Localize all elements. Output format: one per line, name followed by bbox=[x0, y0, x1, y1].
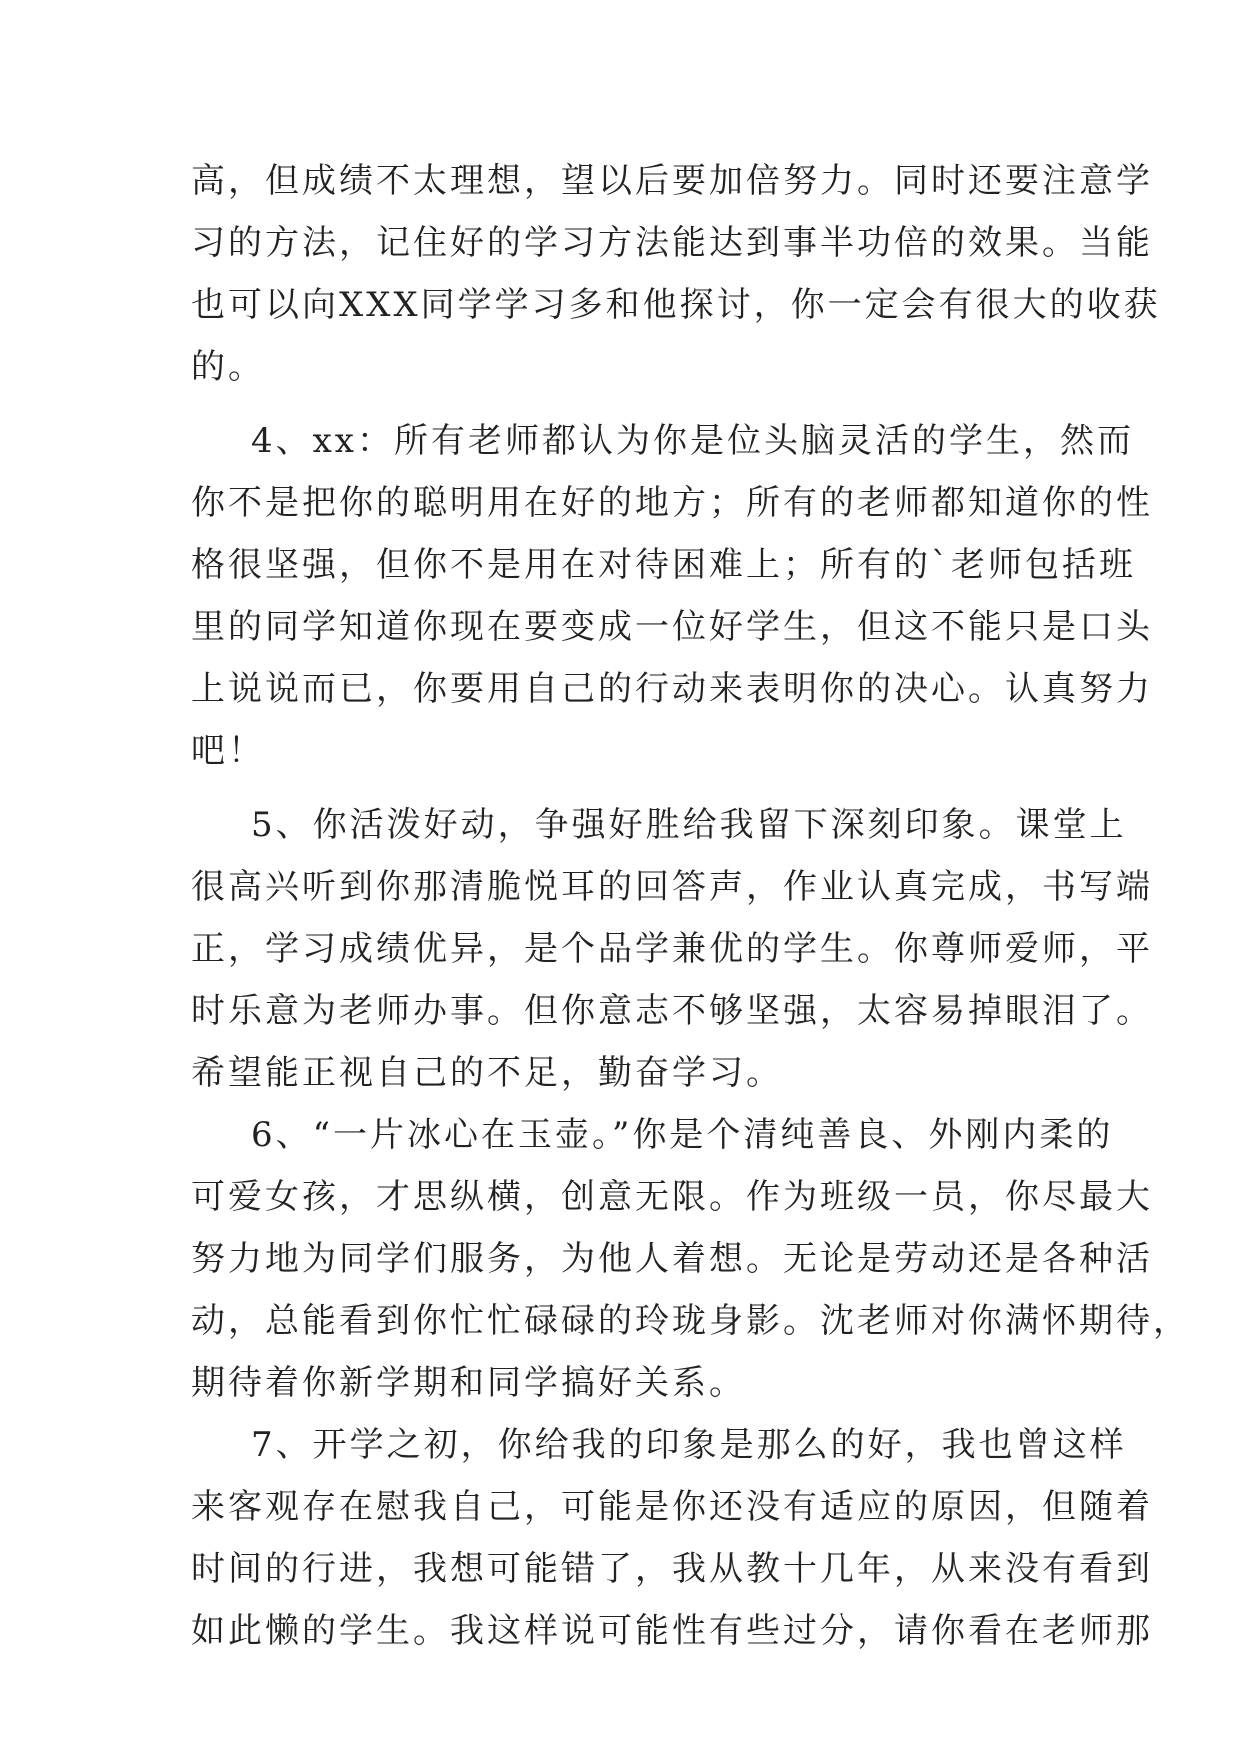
paragraph-6 bbox=[191, 1104, 1190, 1414]
text-line: 可爱女孩，才思纵横，创意无限。作为班级一员，你尽最大 bbox=[191, 1177, 1153, 1217]
text-line: 的。 bbox=[191, 347, 265, 387]
text-line: 如此懒的学生。我这样说可能性有些过分，请你看在老师那 bbox=[191, 1611, 1153, 1651]
text-line: 你不是把你的聪明用在好的地方；所有的老师都知道你的性 bbox=[191, 483, 1153, 523]
text-line: 来客观存在慰我自己，可能是你还没有适应的原因，但随着 bbox=[191, 1487, 1153, 1527]
text-line: 努力地为同学们服务，为他人着想。无论是劳动还是各种活 bbox=[191, 1239, 1153, 1279]
text-line: 习的方法，记住好的学习方法能达到事半功倍的效果。当能 bbox=[191, 223, 1153, 263]
paragraph-gap bbox=[191, 398, 1071, 410]
text-line: 也可以向XXX同学学习多和他探讨，你一定会有很大的收获 bbox=[191, 285, 1161, 325]
text-line: 时乐意为老师办事。但你意志不够坚强，太容易掉眼泪了。 bbox=[191, 991, 1153, 1031]
text-line: 格很坚强，但你不是用在对待困难上；所有的`老师包括班 bbox=[191, 545, 1136, 585]
paragraph-7 bbox=[191, 1414, 1153, 1662]
text-line: 吧！ bbox=[191, 731, 265, 771]
text-line: 很高兴听到你那清脆悦耳的回答声，作业认真完成，书写端 bbox=[191, 867, 1153, 907]
paragraph-3-continued bbox=[191, 150, 1161, 398]
text-line: 5、你活泼好动，争强好胜给我留下深刻印象。课堂上 bbox=[251, 805, 1127, 845]
paragraph-5 bbox=[191, 794, 1153, 1104]
text-line: 7、开学之初，你给我的印象是那么的好，我也曾这样 bbox=[251, 1425, 1127, 1465]
text-line: 上说说而已，你要用自己的行动来表明你的决心。认真努力 bbox=[191, 669, 1153, 709]
text-line: 期待着你新学期和同学搞好关系。 bbox=[191, 1363, 746, 1403]
text-line: 6、“一片冰心在玉壶。”你是个清纯善良、外刚内柔的 bbox=[251, 1115, 1114, 1155]
text-line: 4、xx：所有老师都认为你是位头脑灵活的学生，然而 bbox=[251, 421, 1134, 461]
text-line: 时间的行进，我想可能错了，我从教十几年，从来没有看到 bbox=[191, 1549, 1153, 1589]
text-line: 高，但成绩不太理想，望以后要加倍努力。同时还要注意学 bbox=[191, 161, 1153, 201]
text-line: 正，学习成绩优异，是个品学兼优的学生。你尊师爱师，平 bbox=[191, 929, 1153, 969]
text-line: 动，总能看到你忙忙碌碌的玲珑身影。沈老师对你满怀期待， bbox=[191, 1301, 1190, 1341]
paragraph-4 bbox=[191, 410, 1153, 782]
paragraph-gap bbox=[191, 782, 1071, 794]
text-line: 里的同学知道你现在要变成一位好学生，但这不能只是口头 bbox=[191, 607, 1153, 647]
text-line: 希望能正视自己的不足，勤奋学习。 bbox=[191, 1053, 783, 1093]
document-body bbox=[191, 150, 1190, 1662]
